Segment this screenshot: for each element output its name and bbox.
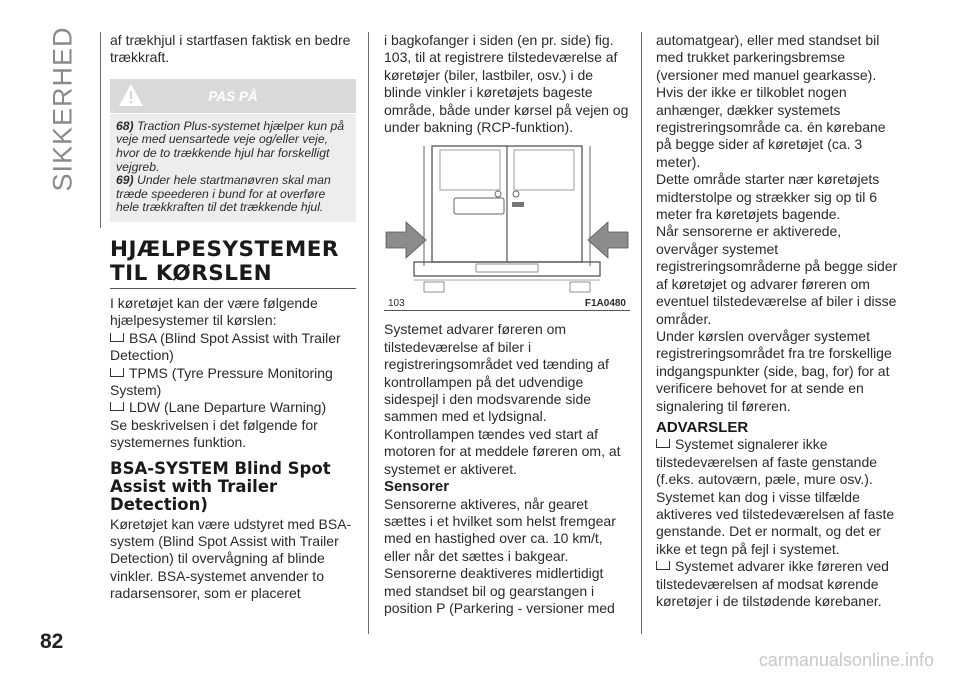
warning-item: 69) Under hele startmanøvren skal man træde speederen i bund for at overføre hele trækkraften til det trækkende hjul. [116, 173, 331, 215]
bullet-item: TPMS (Tyre Pressure Monitoring System) [110, 364, 333, 398]
watermark: carmanualsonline.info [758, 650, 934, 670]
subsection-heading: BSA-SYSTEM Blind Spot Assist with Trailer Detection) [110, 458, 331, 514]
paragraph: Se beskrivelsen i det følgende for systemernes funktion. [110, 416, 318, 451]
column-divider-1 [368, 32, 369, 634]
figure-code: F1A0480 [584, 298, 626, 310]
van-rear-illustration [384, 140, 630, 298]
warning-header [110, 79, 356, 113]
paragraph: Dette område starter nær køretøjets midterstolpe og strækker sig op til 6 meter fra køretøjets bagende. [656, 171, 880, 223]
bullet-item: Systemet signalerer ikke tilstedeværelsen af faste genstande (f.eks. autoværn, pæle, mure osv.). Systemet kan dog i visse tilfælde aktiveres ved tilstedeværelsen af faste genstande. Det er normalt, og det er ikke et tegn på fejl i systemet. [656, 436, 895, 557]
paragraph: I køretøjet kan der være følgende hjælpesystemer til kørslen: [110, 294, 318, 329]
warning-body [110, 114, 356, 222]
paragraph: i bagkofanger i siden (en pr. side) fig. 103, til at registrere tilstedeværelse af køretøjer (biler, lastbiler, osv.) i de blinde vinkler i køretøjets bageste område, både under kørsel på vejen og under bakning (RCP-funktion). [384, 32, 629, 136]
figure-103 [384, 140, 630, 311]
bullet-icon [110, 333, 124, 342]
bullet-icon [656, 439, 670, 448]
page-number: 82 [40, 630, 64, 653]
bullet-icon [110, 368, 124, 377]
bullet-item: BSA (Blind Spot Assist with Trailer Detection) [110, 329, 341, 364]
warning-title: PAS PÅ [208, 88, 258, 104]
column-2 [384, 32, 630, 617]
warning-box [110, 79, 356, 222]
paragraph: Køretøjet kan være udstyret med BSA-system (Blind Spot Assist with Trailer Detection) til overvågning af blinde vinkler. BSA-systemet anvender to radarsensorer, som er placeret [110, 515, 352, 602]
warning-item: 68) Traction Plus-systemet hjælper kun på veje med uensartede veje og/eller veje, hvor de to trækkende hjul har forskelligt vejgreb. [116, 118, 345, 174]
section-heading: HJÆLPESYSTEMER TIL KØRSLEN [110, 236, 339, 286]
section-side-title: SIKKERHED [47, 26, 78, 192]
paragraph: automatgear), eller med standset bil med trukket parkeringsbremse (versioner med manuel gearkasse). Hvis der ikke er tilkoblet nogen anhænger, dækker systemets registreringsområde ca. én kørebane på begge sider af køretøjet (ca. 3 meter). [656, 32, 886, 170]
paragraph: Systemet advarer føreren om tilstedeværelse af biler i registreringsområdet ved tænding af kontrollampen på det udvendige sidespejl i den modsvarende side sammen med et lydsignal. Kontrollampen tændes ved start af motoren for at meddele føreren om, at systemet er aktiveret. [384, 321, 621, 477]
intro-text: af trækhjul i startfasen faktisk en bedre trækkraft. [110, 32, 351, 66]
paragraph: Sensorerne aktiveres, når gearet sættes i et hvilket som helst fremgear med en hastighed over ca. 10 km/t, eller når det sættes i bakgear. Sensorerne deaktiveres midlertidigt med standset bil og gearstangen i position P (Parkering - versioner med [384, 495, 616, 616]
paragraph: Under kørslen overvåger systemet registreringsområdet fra tre forskellige indgangspunkter (side, bag, for) for at verificere behovet for at sende en signalering til føreren. [656, 327, 892, 414]
figure-number: 103 [388, 298, 405, 310]
paragraph: Når sensorerne er aktiverede, overvåger systemet registreringsområderne på begge sider af køretøjet og advarer føreren om eventuel tilstedeværelse af biler i disse områder. [656, 223, 898, 327]
subsection-heading: ADVARSLER [656, 418, 749, 436]
bullet-item: LDW (Lane Departure Warning) [110, 399, 356, 416]
heading-rule [110, 288, 356, 289]
column-divider-left [100, 32, 101, 228]
bullet-icon [656, 561, 670, 570]
subsection-heading: Sensorer [384, 478, 450, 496]
column-divider-2 [641, 32, 642, 634]
column-3 [656, 32, 902, 610]
column-1 [110, 32, 356, 603]
bullet-icon [110, 402, 124, 411]
bullet-item: Systemet advarer ikke føreren ved tilstedeværelsen af modsat kørende køretøjer i de tilstødende kørebaner. [656, 558, 889, 609]
